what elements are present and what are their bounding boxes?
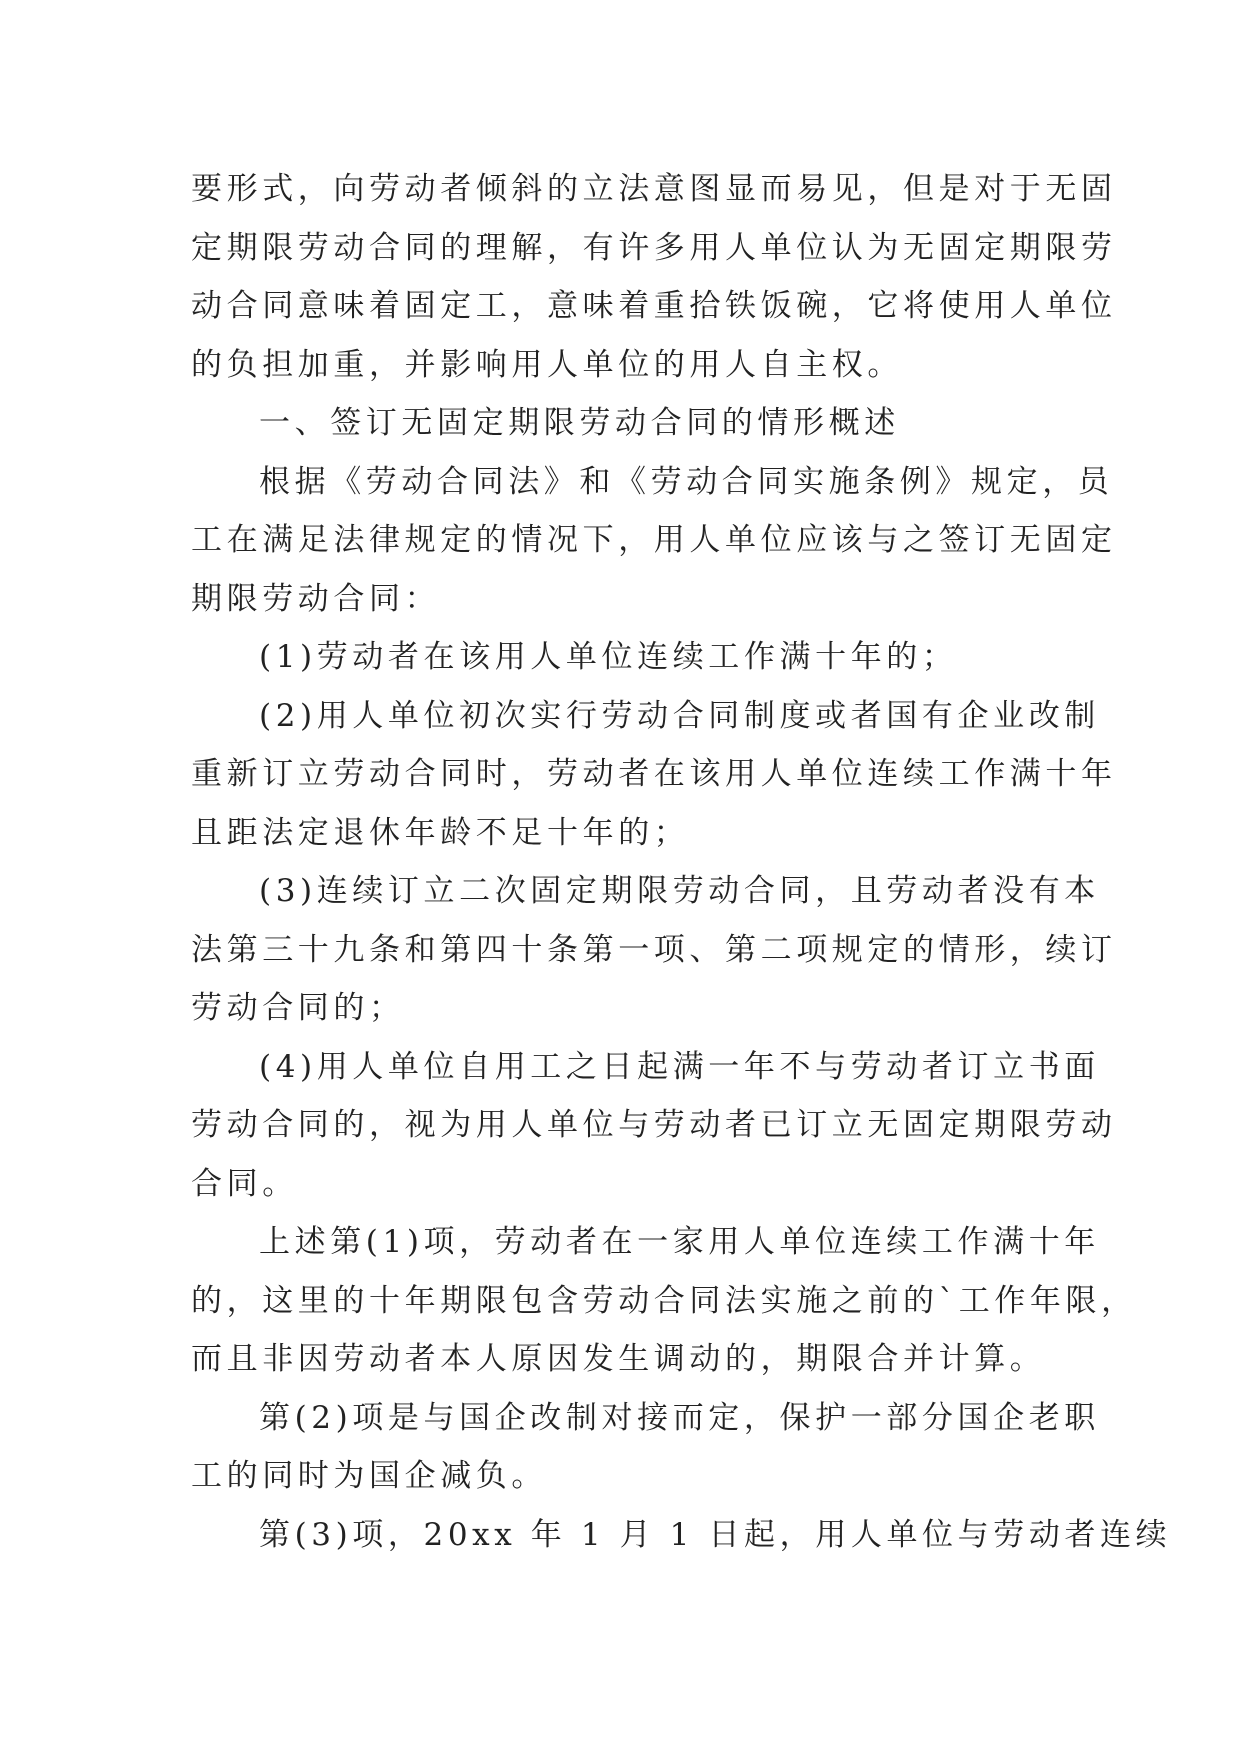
text-line: 上述第(1)项，劳动者在一家用人单位连续工作满十年 (259, 1224, 1100, 1260)
section-heading (191, 394, 1051, 453)
text-line: 根据《劳动合同法》和《劳动合同实施条例》规定，员 (259, 463, 1114, 500)
paragraph-intro (191, 160, 1117, 394)
text-line: (3)连续订立二次固定期限劳动合同，且劳动者没有本 (259, 873, 1100, 909)
text-line: 劳动合同的； (191, 990, 405, 1026)
text-line: 法第三十九条和第四十条第一项、第二项规定的情形，续订 (191, 931, 1117, 968)
list-item-4 (191, 1038, 1117, 1214)
text-line: (2)用人单位初次实行劳动合同制度或者国有企业改制 (259, 697, 1100, 734)
paragraph-explain-item-3 (191, 1506, 1172, 1565)
text-line: 而且非因劳动者本人原因发生调动的，期限合并计算。 (191, 1341, 1046, 1377)
document-body (191, 160, 1172, 1564)
text-line: 要形式，向劳动者倾斜的立法意图显而易见，但是对于无固 (191, 171, 1117, 207)
text-line: 第(2)项是与国企改制对接而定，保护一部分国企老职 (259, 1399, 1100, 1436)
text-line: 劳动合同的，视为用人单位与劳动者已订立无固定期限劳动 (191, 1107, 1117, 1143)
list-item-2 (191, 687, 1117, 863)
text-line: 重新订立劳动合同时，劳动者在该用人单位连续工作满十年 (191, 756, 1117, 792)
text-line: 工的同时为国企减负。 (191, 1458, 547, 1494)
list-item-1 (191, 628, 1051, 687)
paragraph-explain-item-2 (191, 1389, 1100, 1506)
text-line: (4)用人单位自用工之日起满一年不与劳动者订立书面 (259, 1048, 1100, 1085)
text-line: 且距法定退休年龄不足十年的； (191, 814, 690, 851)
text-line: 工在满足法律规定的情况下，用人单位应该与之签订无固定 (191, 522, 1117, 558)
paragraph-legal-basis (191, 453, 1117, 629)
text-line: (1)劳动者在该用人单位连续工作满十年的； (259, 639, 958, 675)
list-item-3 (191, 862, 1117, 1038)
heading-text: 一、签订无固定期限劳动合同的情形概述 (259, 405, 900, 441)
paragraph-explain-item-1 (191, 1213, 1137, 1389)
text-line: 第(3)项，20xx 年 1 月 1 日起，用人单位与劳动者连续 (259, 1516, 1172, 1553)
text-line: 动合同意味着固定工，意味着重拾铁饭碗，它将使用人单位 (191, 288, 1117, 324)
text-line: 合同。 (191, 1165, 298, 1202)
text-line: 定期限劳动合同的理解，有许多用人单位认为无固定期限劳 (191, 229, 1117, 266)
text-line: 期限劳动合同： (191, 580, 441, 617)
text-line: 的负担加重，并影响用人单位的用人自主权。 (191, 346, 903, 383)
text-line: 的，这里的十年期限包含劳动合同法实施之前的`工作年限， (191, 1282, 1137, 1319)
